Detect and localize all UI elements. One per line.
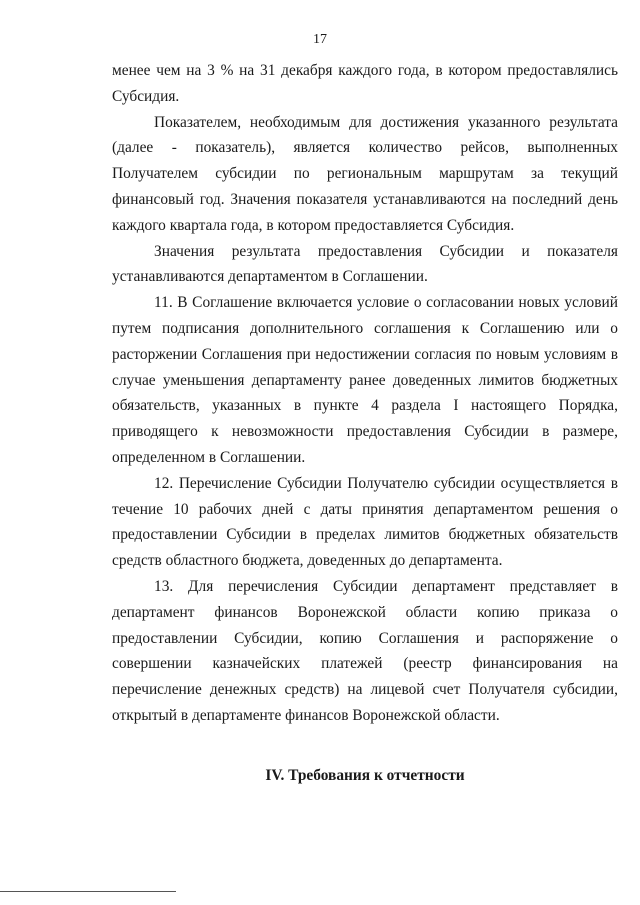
paragraph-continuation: менее чем на 3 % на 31 декабря каждого года, в котором предоставлялись Субсидия. (112, 62, 618, 105)
page-number: 17 (313, 32, 327, 47)
section-heading: IV. Требования к отчетности (265, 767, 465, 784)
paragraph-clause-12: 12. Перечисление Субсидии Получателю субсидии осуществляется в течение 10 рабочих дней с даты принятия департаментом решения о предоставлении Субсидии в пределах лимитов бюджетных обязательств средств областного бюджета, доведенных до департамента. (112, 474, 618, 570)
paragraph-clause-13: 13. Для перечисления Субсидии департамент представляет в департамент финансов Воронежской области копию приказа о предоставлении Субсидии, копию Соглашения и распоряжение о совершении казначейских платежей (реестр финансирования на перечисление денежных средств) на лицевой счет Получателя субсидии, открытый в департаменте финансов Воронежской области. (112, 577, 618, 724)
footer-divider (0, 891, 176, 892)
paragraph-indicator-definition: Показателем, необходимым для достижения указанного результата (далее - показатель), является количество рейсов, выполненных Получателем субсидии по региональным маршрутам за текущий финансовый год. Значения показателя устанавливаются на последний день каждого квартала года, в котором предоставляется Субсидия. (112, 113, 618, 234)
paragraph-values-established: Значения результата предоставления Субсидии и показателя устанавливаются департаментом в Соглашении. (112, 242, 618, 286)
paragraph-clause-11: 11. В Соглашение включается условие о согласовании новых условий путем подписания дополнительного соглашения к Соглашению или о расторжении Соглашения при недостижении согласия по новым условиям в случае уменьшения департаменту ранее доведенных лимитов бюджетных обязательств, указанных в пункте 4 раздела I настоящего Порядка, приводящего к невозможности предоставления Субсидии в размере, определенном в Соглашении. (112, 294, 618, 466)
document-body (112, 58, 618, 729)
